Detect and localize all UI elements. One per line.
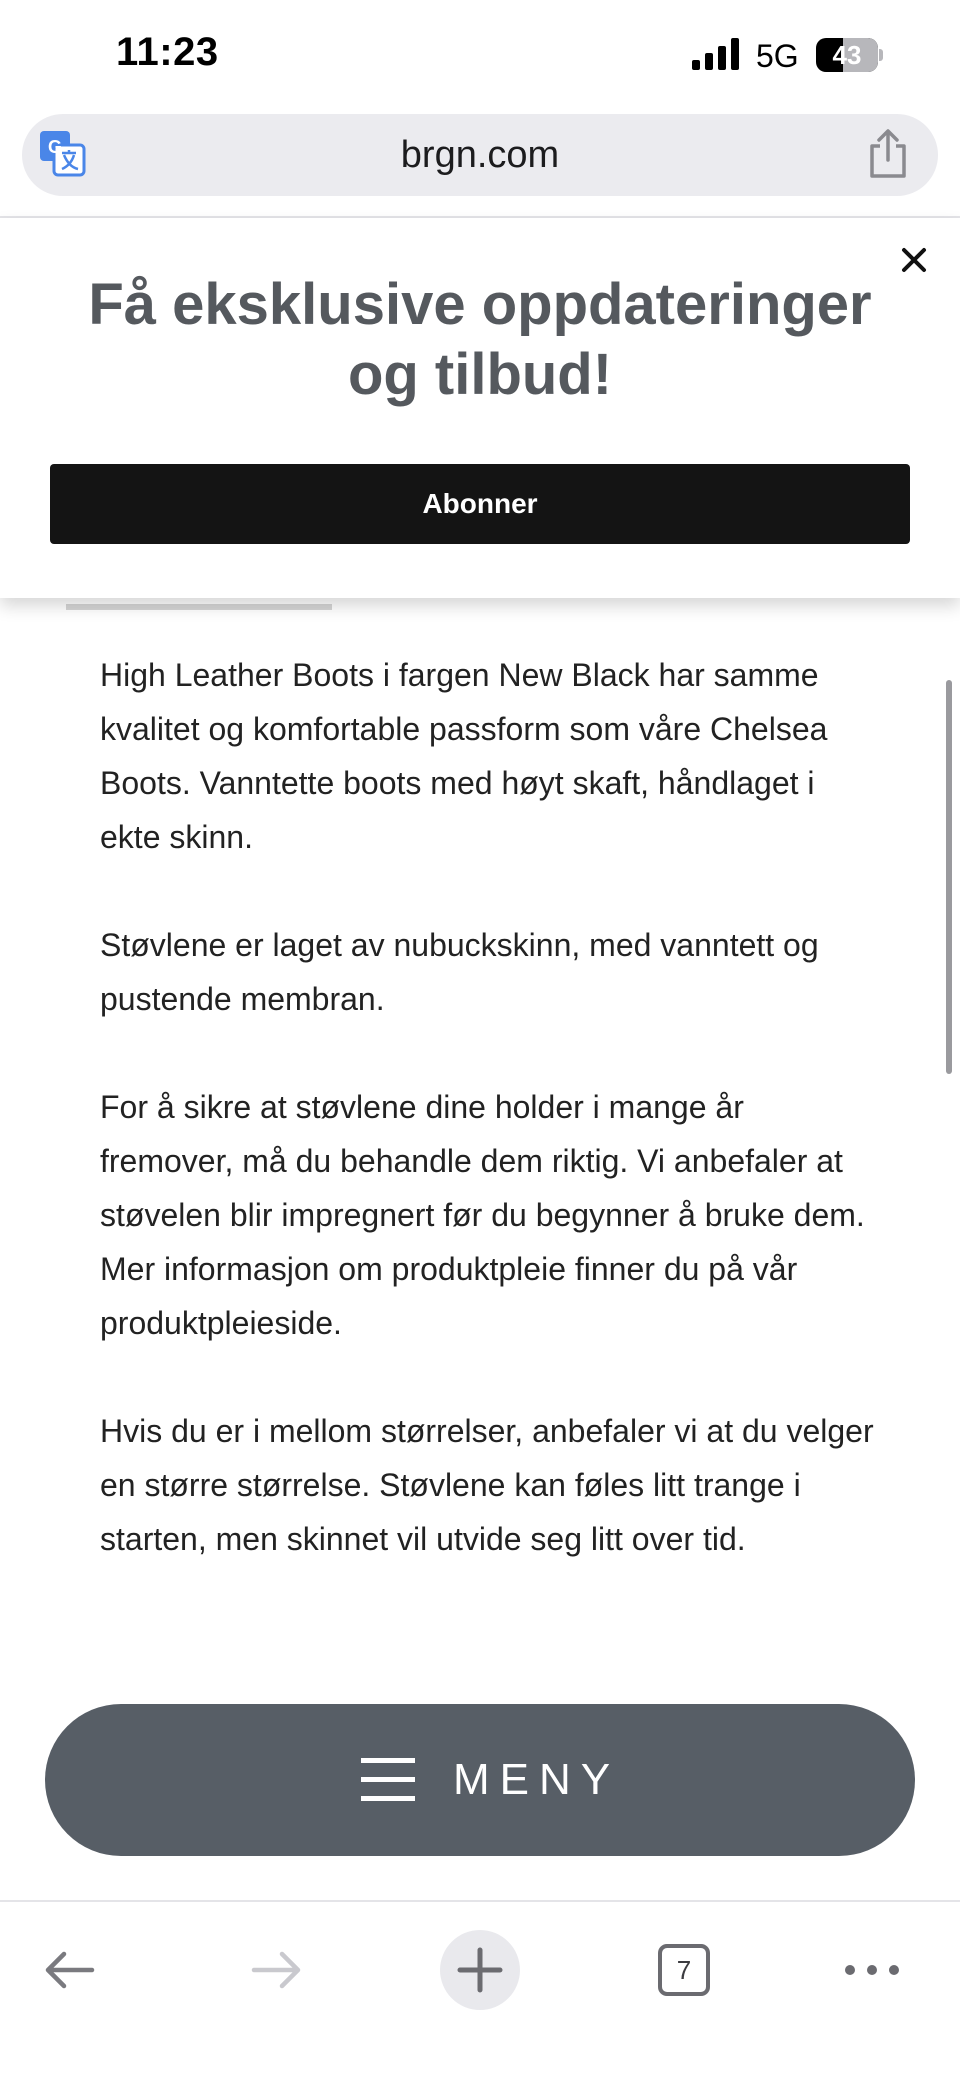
cellular-signal-icon: [692, 38, 740, 70]
network-type-label: 5G: [756, 38, 799, 74]
address-bar[interactable]: [22, 114, 938, 196]
description-paragraph: [100, 1404, 880, 1566]
status-time: 11:23: [116, 30, 219, 74]
tabs-button[interactable]: [644, 1930, 724, 2010]
close-icon[interactable]: [894, 240, 934, 280]
scrollbar-thumb[interactable]: [946, 680, 952, 1074]
forward-arrow-icon[interactable]: [234, 1930, 314, 2010]
status-bar: [0, 0, 960, 110]
hamburger-icon: [361, 1758, 415, 1802]
tab-underline: [66, 604, 332, 610]
description-paragraph-text: Støvlene er laget av nubuckskinn, med vanntett og pustende membran.: [100, 927, 819, 1017]
battery-tip: [879, 49, 883, 61]
description-paragraph: [100, 648, 880, 864]
back-arrow-icon[interactable]: [32, 1930, 112, 2010]
url-text[interactable]: brgn.com: [400, 134, 560, 176]
menu-button[interactable]: [45, 1704, 915, 1856]
new-tab-button[interactable]: [440, 1930, 520, 2010]
description-paragraph-text: Hvis du er i mellom størrelser, anbefaler vi at du velger en større størrelse. Støvlene kan føles litt trange i starten, men skinnet vil utvide seg litt over tid.: [100, 1413, 874, 1557]
tab-count: 7: [658, 1944, 710, 1996]
description-paragraph-text: For å sikre at støvlene dine holder i mange år fremover, må du behandle dem riktig. Vi anbefaler at støvelen blir impregnert før du begynner å bruke dem.: [100, 1089, 865, 1233]
browser-bottom-toolbar: [0, 1900, 960, 2077]
battery-level: 43: [832, 40, 862, 70]
menu-label: MENY: [453, 1755, 621, 1804]
newsletter-title: Få eksklusive oppdateringer og tilbud!: [88, 272, 872, 407]
battery-icon: [816, 38, 882, 72]
description-paragraph: [100, 918, 880, 1026]
share-icon[interactable]: [864, 128, 912, 180]
subscribe-button[interactable]: Abonner: [50, 464, 910, 544]
plus-icon: [440, 1930, 520, 2010]
product-description: [100, 648, 880, 1620]
newsletter-popup: [0, 218, 960, 598]
description-paragraph-text: High Leather Boots i fargen New Black har samme kvalitet og komfortable passform som våre Chelsea Boots. Vanntette boots med høyt skaft, håndlaget i ekte skinn.: [100, 657, 828, 855]
product-care-link-text[interactable]: Mer informasjon om produktpleie finner du på vår produktpleieside.: [100, 1251, 798, 1341]
description-paragraph: [100, 1080, 880, 1350]
more-dots-icon[interactable]: [832, 1930, 912, 2010]
svg-text:G: G: [47, 137, 63, 157]
